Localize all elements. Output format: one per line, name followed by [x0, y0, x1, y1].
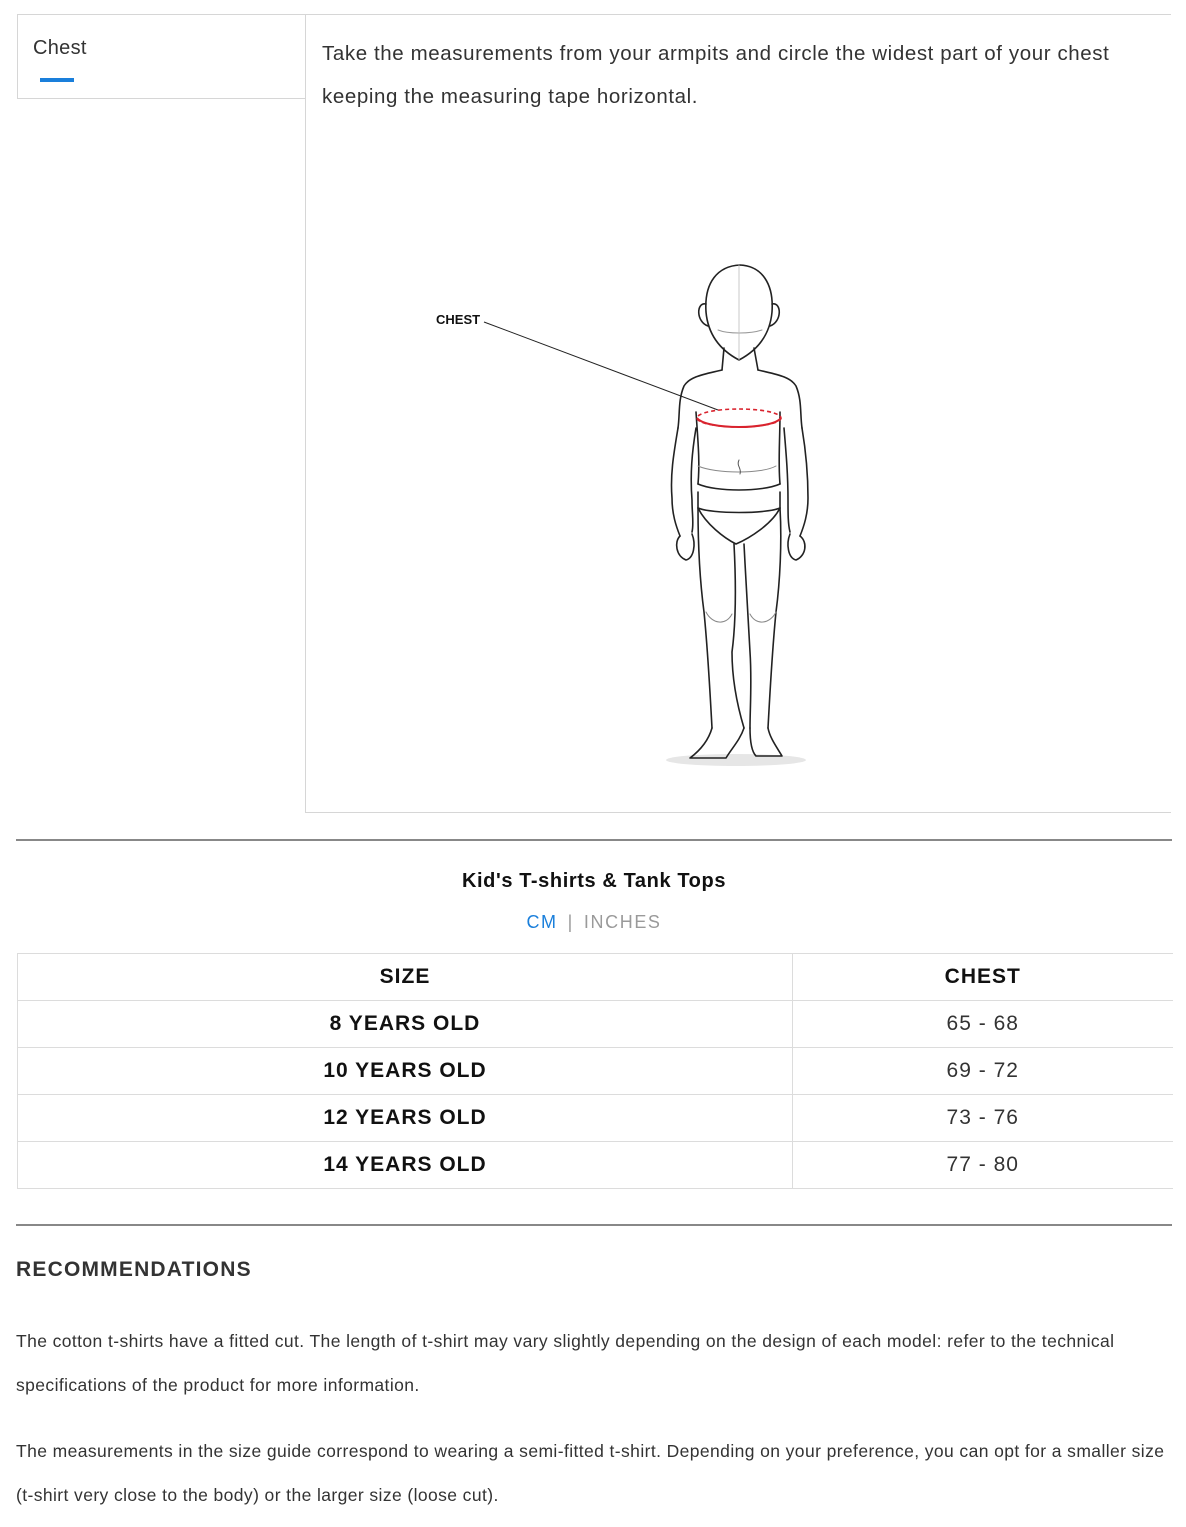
table-row [18, 1001, 1173, 1048]
unit-switcher [16, 912, 1172, 933]
unit-toggle-inches[interactable]: INCHES [583, 912, 662, 932]
size-cell: 14 YEARS OLD [18, 1142, 793, 1189]
table-header-row [18, 954, 1173, 1001]
unit-toggle-cm[interactable]: CM [526, 912, 558, 932]
tab-chest[interactable] [17, 14, 306, 99]
section-divider [16, 839, 1172, 841]
chest-callout-label: CHEST [436, 312, 481, 327]
recommendations-title: RECOMMENDATIONS [16, 1258, 252, 1281]
chest-cell: 77 - 80 [793, 1142, 1173, 1189]
header-size: SIZE [18, 954, 793, 1001]
unit-separator: | [567, 912, 574, 932]
kid-figure-drawing [406, 252, 826, 772]
table-row [18, 1142, 1173, 1189]
section-divider [16, 1224, 1172, 1226]
recommendation-paragraph: The cotton t-shirts have a fitted cut. The length of t-shirt may vary slightly depending on the design of each model: refer to the technical specifications of the product for more information. [16, 1331, 1115, 1395]
header-chest: CHEST [793, 954, 1173, 1001]
size-cell: 10 YEARS OLD [18, 1048, 793, 1095]
table-row [18, 1095, 1173, 1142]
tab-active-indicator [40, 78, 74, 82]
measurement-panel [305, 14, 1171, 813]
chest-cell: 65 - 68 [793, 1001, 1173, 1048]
size-cell: 8 YEARS OLD [18, 1001, 793, 1048]
table-row [18, 1048, 1173, 1095]
measurement-instructions: Take the measurements from your armpits and circle the widest part of your chest keeping the measuring tape horizontal. [322, 42, 1110, 108]
recommendation-paragraph: The measurements in the size guide correspond to wearing a semi-fitted t-shirt. Depending on your preference, you can opt for a smaller size (t-shirt very close to the body) or the larger size (loose cut). [16, 1441, 1165, 1505]
chest-cell: 69 - 72 [793, 1048, 1173, 1095]
size-cell: 12 YEARS OLD [18, 1095, 793, 1142]
size-table [17, 953, 1173, 1189]
kid-figure-illustration [406, 252, 826, 772]
size-chart-title: Kid's T-shirts & Tank Tops [461, 870, 727, 892]
tab-chest-label: Chest [33, 37, 87, 59]
chest-cell: 73 - 76 [793, 1095, 1173, 1142]
